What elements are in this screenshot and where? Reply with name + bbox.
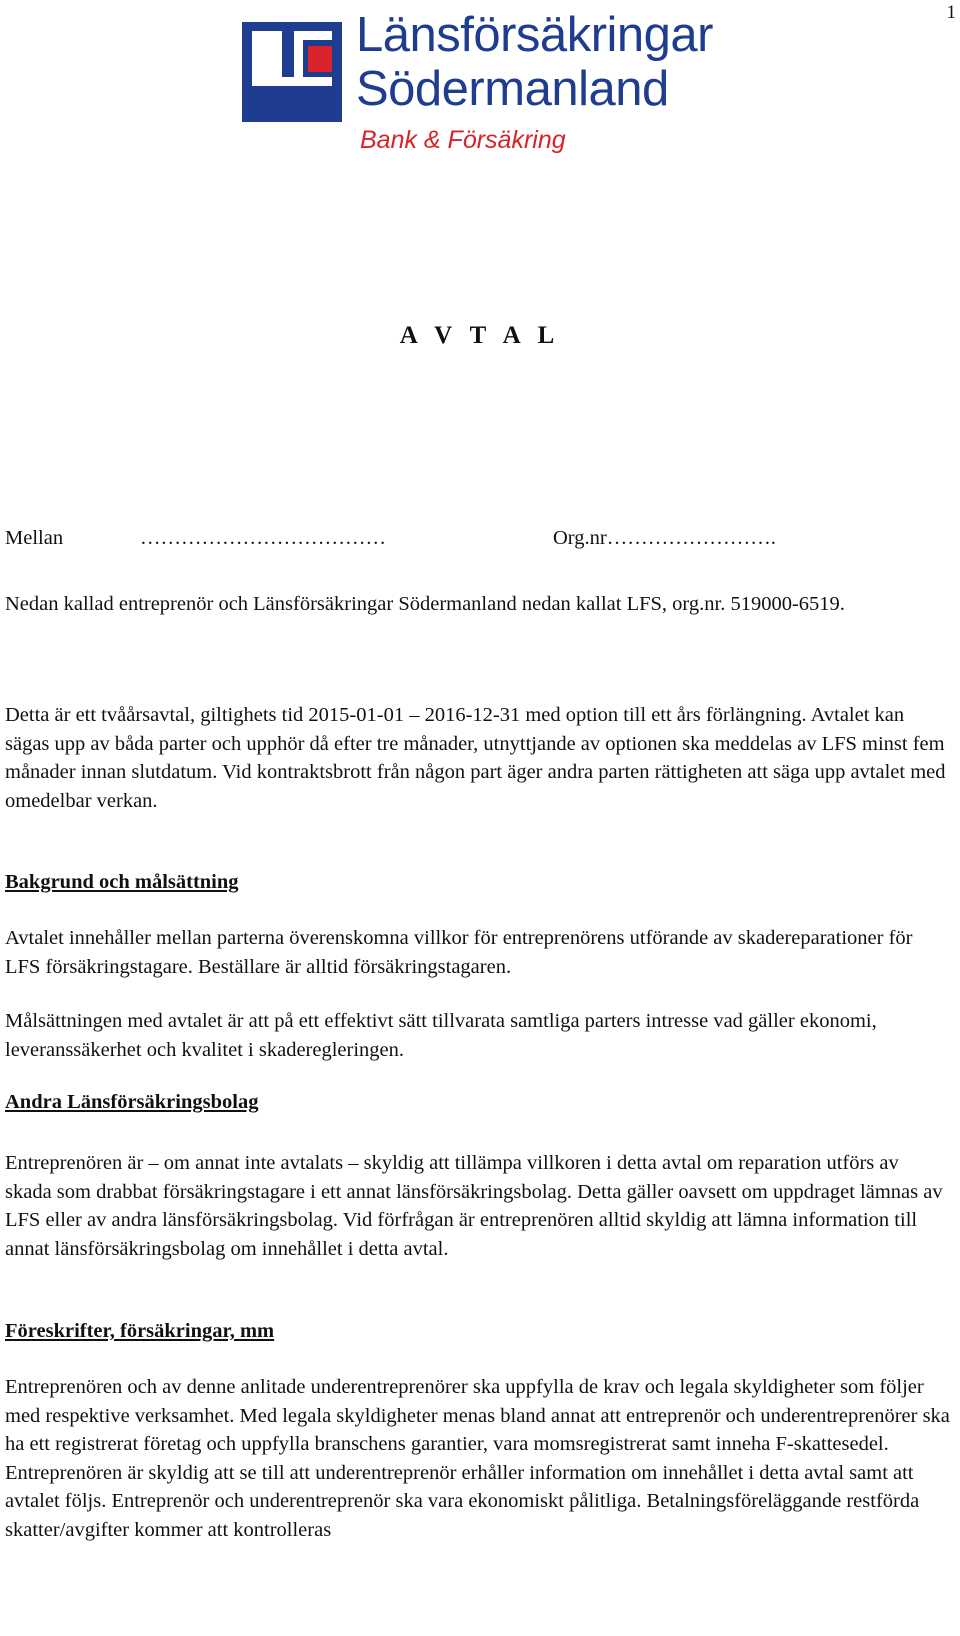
- parties-label: Mellan: [5, 527, 64, 549]
- logo-mark-icon: [242, 22, 342, 122]
- section-paragraph: Entreprenören är – om annat inte avtalats – skyldig att tillämpa villkoren i detta avtal om reparation utförs av skada som drabbat försäkringstagare i ett annat länsförsäkringsbolag. Detta gäller oavsett om uppdraget lämnas av LFS eller av andra länsförsäkringsbolag. Vid förfrågan är entreprenören alltid skyldig att lämna information till annat länsförsäkringsbolag om innehållet i detta avtal.: [5, 1152, 943, 1260]
- section-heading-bakgrund: Bakgrund och målsättning: [5, 871, 239, 893]
- org-nr-blank: Org.nr…………………….: [553, 527, 776, 549]
- intro-paragraph: Nedan kallad entreprenör och Länsförsäkringar Södermanland nedan kallat LFS, org.nr. 519000-6519.: [5, 593, 845, 615]
- document-title: A V T A L: [399, 322, 561, 349]
- section-heading-andra-lansforsakringsbolag: Andra Länsförsäkringsbolag: [5, 1091, 259, 1113]
- page-number: 1: [946, 2, 956, 23]
- section-heading-foreskrifter: Föreskrifter, försäkringar, mm: [5, 1320, 275, 1342]
- section-paragraph: Målsättningen med avtalet är att på ett effektivt sätt tillvarata samtliga parters intresse vad gäller ekonomi, leveranssäkerhet och kvalitet i skaderegleringen.: [5, 1010, 877, 1061]
- parties-line: [5, 524, 950, 553]
- section-paragraph: Avtalet innehåller mellan parterna överenskomna villkor för entreprenörens utförande av skadereparationer för LFS försäkringstagare. Beställare är alltid försäkringstagaren.: [5, 927, 913, 978]
- section-paragraph: Entreprenören och av denne anlitade underentreprenörer ska uppfylla de krav och legala skyldigheter som följer med respektive verksamhet. Med legala skyldigheter menas bland annat att entreprenör och underentreprenörer ska ha ett registrerat företag och uppfylla branschens garantier, vara momsregistrerat samt inneha F-skattesedel. Entreprenören är skyldig att se till att underentreprenör erhåller information om innehållet i detta avtal samt att avtalet följs. Entreprenör och underentreprenör ska vara ekonomiskt pålitliga. Betalningsföreläggande restförda skatter/avgifter kommer att kontrolleras: [5, 1376, 950, 1541]
- logo-tagline: Bank & Försäkring: [360, 126, 566, 154]
- logo-name-line1: Länsförsäkringar: [356, 8, 713, 62]
- logo-name: [356, 8, 713, 116]
- party-name-blank: ………………………………: [140, 527, 386, 549]
- validity-paragraph: Detta är ett tvåårsavtal, giltighets tid 2015-01-01 – 2016-12-31 med option till ett års förlängning. Avtalet kan sägas upp av båda parter och upphör då efter tre månader, utnyttjande av optionen ska meddelas av LFS minst fem månader innan slutdatum. Vid kontraktsbrott från någon part äger andra parten rättigheten att säga upp avtalet med omedelbar verkan.: [5, 704, 946, 812]
- company-logo: [242, 8, 762, 168]
- logo-name-line2: Södermanland: [356, 62, 669, 116]
